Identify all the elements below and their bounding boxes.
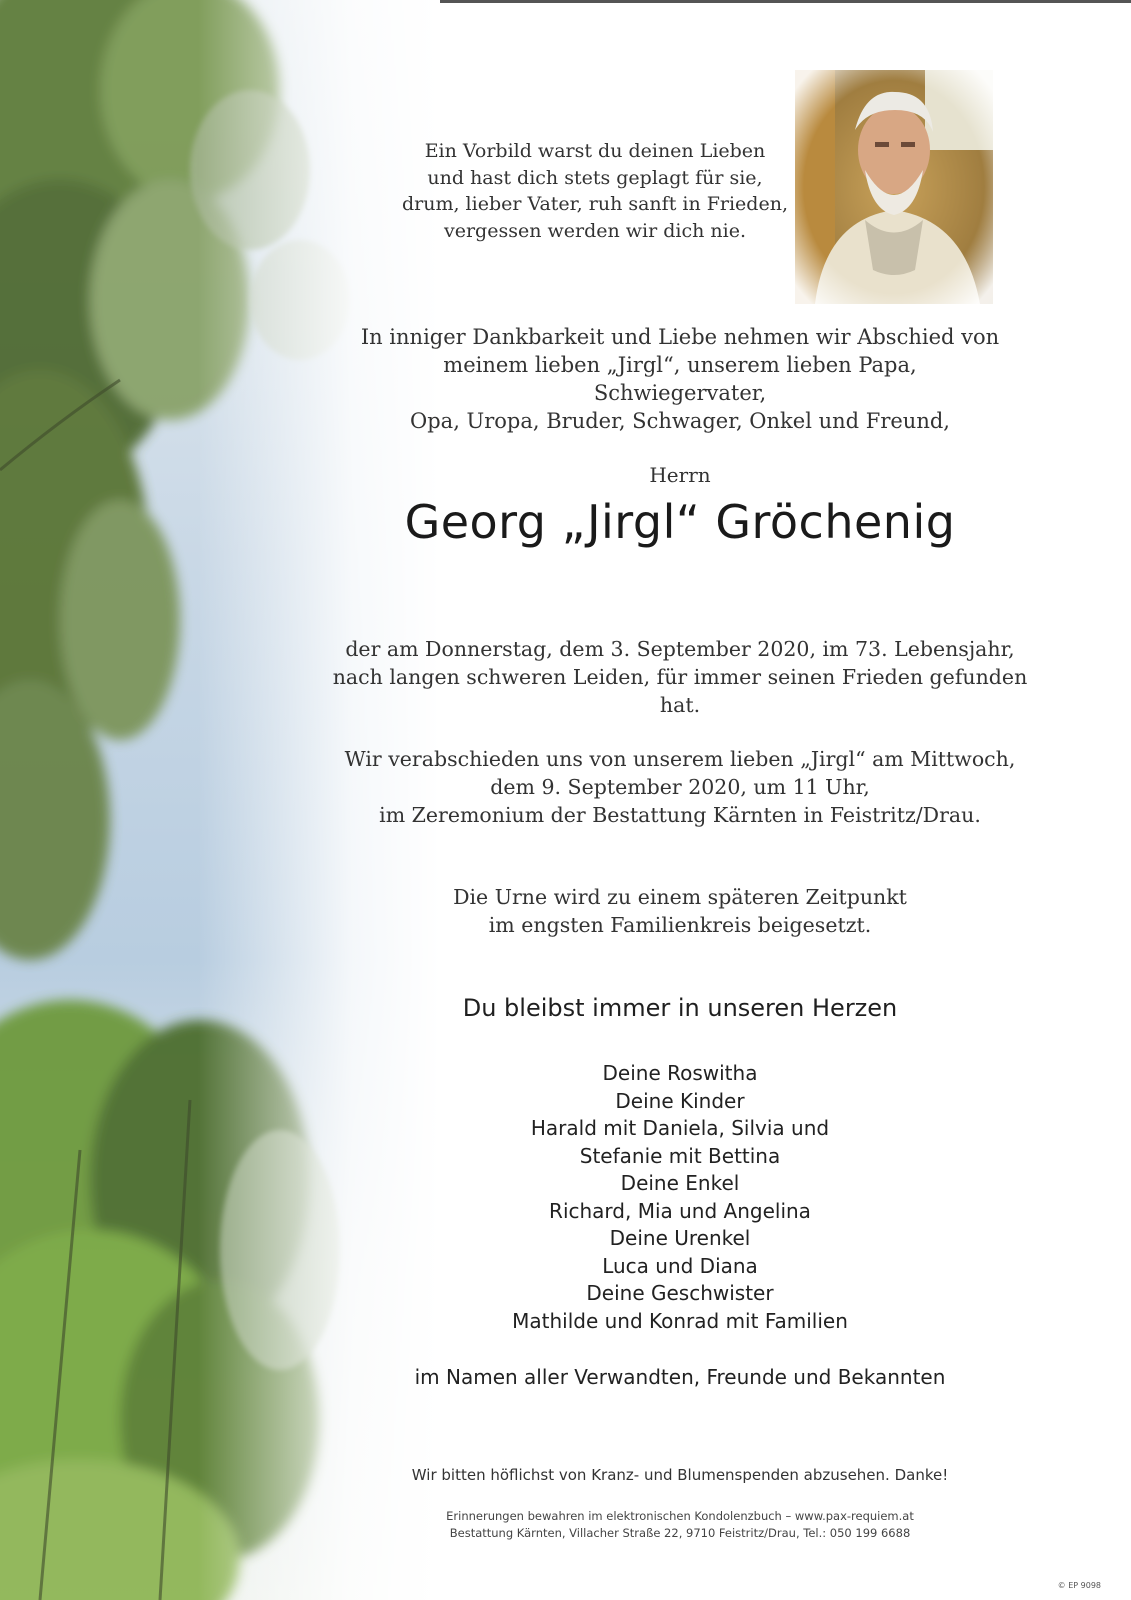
template-code: © EP 9098 [1057,1581,1101,1590]
deceased-name: Georg „Jirgl“ Gröchenig [404,495,956,549]
footer-line: Erinnerungen bewahren im elektronischen Kondolenzbuch – www.pax-requiem.at [446,1509,914,1523]
farewell-line: dem 9. September 2020, um 11 Uhr, [490,775,870,799]
family-line: Deine Kinder [615,1088,745,1113]
poem-verse [395,138,795,244]
salutation: Herrn [649,463,711,487]
death-line: der am Donnerstag, dem 3. September 2020, im 73. Lebensjahr, [345,637,1015,661]
flowers-note: Wir bitten höflichst von Kranz- und Blumenspenden abzusehen. Danke! [411,1466,949,1484]
family-line: Deine Urenkel [609,1226,751,1250]
farewell-line: Wir verabschieden uns von unserem lieben „Jirgl“ am Mittwoch, [344,747,1016,771]
footer-info [330,1508,1030,1542]
family-line: Richard, Mia und Angelina [549,1198,811,1223]
urn-notice [330,883,1030,939]
intro-line: Opa, Uropa, Bruder, Schwager, Onkel und Freund, [410,409,950,433]
family-list [330,1060,1030,1335]
family-line: Stefanie mit Bettina [579,1143,781,1168]
intro-line: In inniger Dankbarkeit und Liebe nehmen wir Abschied von [360,325,1000,349]
poem-line: Ein Vorbild warst du deinen Lieben [424,140,766,162]
poem-line: und hast dich stets geplagt für sie, [427,166,763,189]
family-line: Deine Enkel [620,1171,740,1195]
farewell-notice [330,745,1030,829]
footer-line: Bestattung Kärnten, Villacher Straße 22, 9710 Feistritz/Drau, Tel.: 050 199 6688 [449,1526,911,1540]
urn-line: Die Urne wird zu einem späteren Zeitpunkt [453,885,907,909]
on-behalf-line: im Namen aller Verwandten, Freunde und Bekannten [414,1365,946,1389]
family-line: Deine Geschwister [586,1281,774,1305]
poem-line: drum, lieber Vater, ruh sanft in Frieden, [401,193,788,215]
intro-line: meinem lieben „Jirgl“, unserem lieben Papa, Schwiegervater, [443,353,917,405]
portrait-photo [795,70,993,304]
family-line: Luca und Diana [602,1253,758,1278]
death-line: nach langen schweren Leiden, für immer seinen Frieden gefunden hat. [332,665,1028,717]
family-line: Harald mit Daniela, Silvia und [530,1116,830,1140]
heart-line: Du bleibst immer in unseren Herzen [462,994,898,1022]
farewell-line: im Zeremonium der Bestattung Kärnten in Feistritz/Drau. [379,803,981,827]
poem-line: vergessen werden wir dich nie. [444,219,746,242]
intro-paragraph [360,323,1000,435]
family-line: Deine Roswitha [602,1061,758,1085]
urn-line: im engsten Familienkreis beigesetzt. [488,913,872,937]
family-line: Mathilde und Konrad mit Familien [512,1308,848,1333]
death-notice [330,635,1030,719]
